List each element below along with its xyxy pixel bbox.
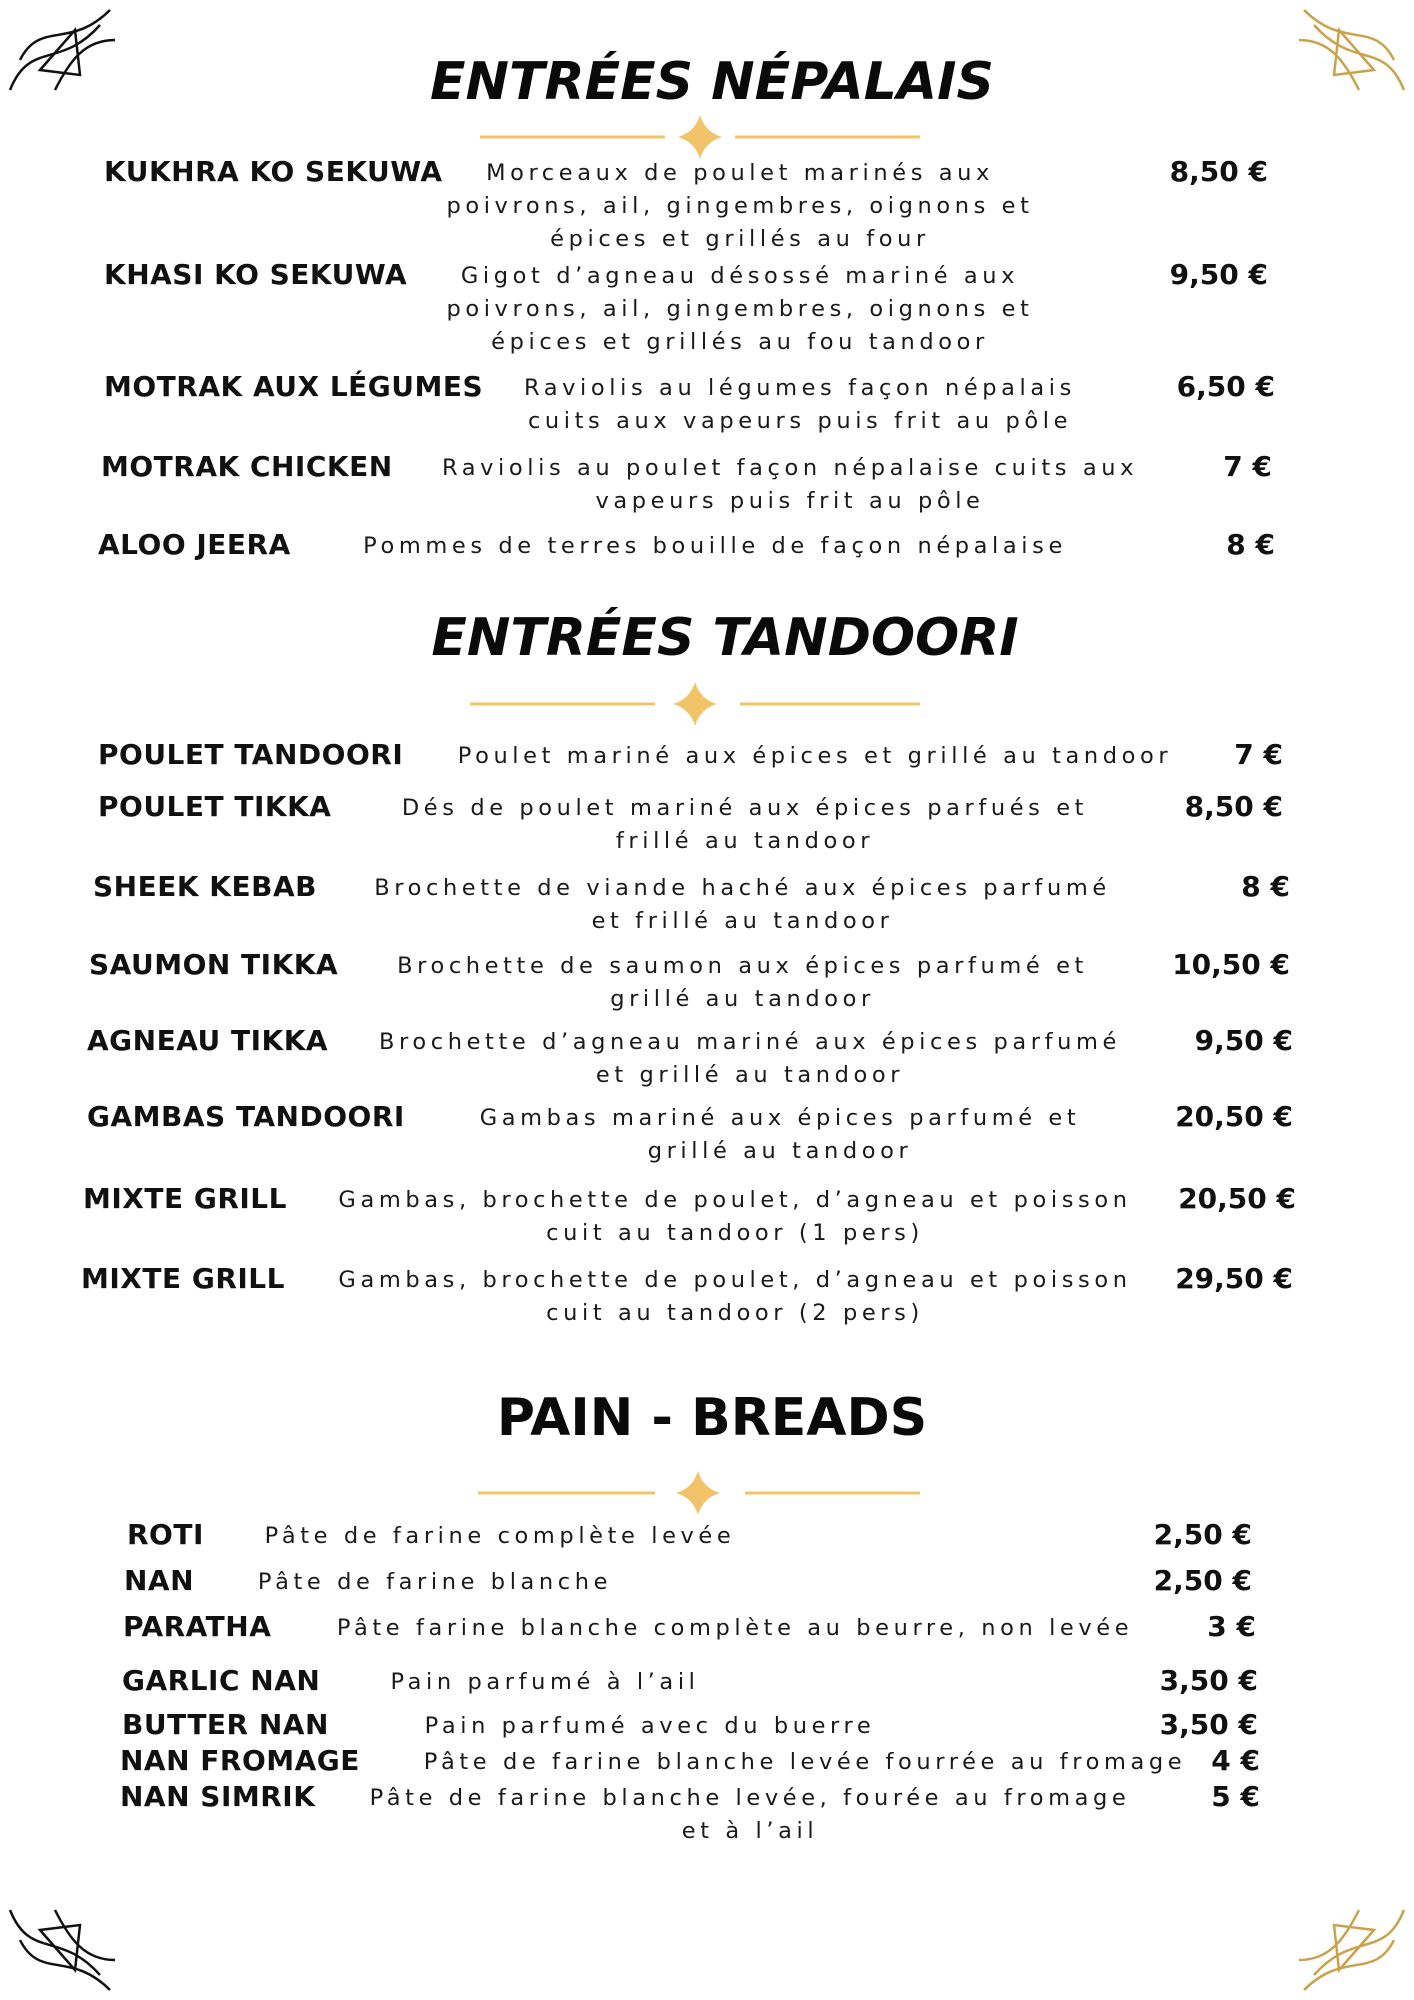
menu-item-description: Pommes de terres bouille de façon népalaise bbox=[363, 533, 1067, 559]
menu-item-mixte-grill bbox=[0, 1262, 1414, 1332]
corner-ornament-bottom-left-icon bbox=[10, 1910, 115, 1990]
menu-item-description: Pâte de farine blanche levée, fourée au fromage et à l’ail bbox=[369, 1785, 1131, 1844]
menu-item-poulet-tikka bbox=[0, 790, 1414, 860]
menu-item-description: Pain parfumé avec du buerre bbox=[424, 1713, 876, 1739]
menu-item-name: MIXTE GRILL bbox=[81, 1262, 285, 1295]
menu-item-description: Gambas, brochette de poulet, d’agneau et poisson cuit au tandoor (1 pers) bbox=[338, 1187, 1132, 1246]
menu-item-sheek-kebab bbox=[0, 870, 1414, 940]
menu-item-name: MOTRAK CHICKEN bbox=[101, 450, 393, 483]
menu-item-price: 4 € bbox=[1211, 1744, 1260, 1777]
menu-item-name: ALOO JEERA bbox=[98, 528, 291, 561]
menu-item-khasi-ko-sekuwa bbox=[0, 258, 1414, 355]
menu-item-description: Raviolis au poulet façon népalaise cuits aux vapeurs puis frit au pôle bbox=[442, 455, 1138, 514]
menu-item-description: Gambas, brochette de poulet, d’agneau et poisson cuit au tandoor (2 pers) bbox=[338, 1267, 1132, 1326]
menu-item-mixte-grill bbox=[0, 1182, 1414, 1252]
menu-item-price: 2,50 € bbox=[1153, 1518, 1252, 1551]
menu-item-price: 5 € bbox=[1211, 1780, 1260, 1813]
menu-item-price: 7 € bbox=[1234, 738, 1283, 771]
menu-item-agneau-tikka bbox=[0, 1024, 1414, 1094]
menu-item-name: KUKHRA KO SEKUWA bbox=[104, 155, 443, 188]
menu-item-name: GAMBAS TANDOORI bbox=[87, 1100, 405, 1133]
menu-item-gambas-tandoori bbox=[0, 1100, 1414, 1170]
menu-item-price: 6,50 € bbox=[1176, 370, 1275, 403]
menu-item-description: Pâte de farine complète levée bbox=[264, 1523, 736, 1549]
menu-item-name: NAN bbox=[124, 1564, 195, 1597]
section-title-entrees-nepalais: ENTRÉES NÉPALAIS bbox=[430, 52, 994, 112]
menu-item-name: BUTTER NAN bbox=[122, 1708, 329, 1741]
menu-item-description: Gigot d’agneau désossé mariné aux poivrons, ail, gingembres, oignons et épices et grillés au fou tandoor bbox=[446, 263, 1034, 355]
menu-item-description: Brochette de saumon aux épices parfumé et grillé au tandoor bbox=[397, 953, 1088, 1012]
menu-item-name: NAN SIMRIK bbox=[120, 1780, 316, 1813]
menu-item-price: 3,50 € bbox=[1159, 1708, 1258, 1741]
menu-item-name: AGNEAU TIKKA bbox=[87, 1024, 329, 1057]
menu-item-name: KHASI KO SEKUWA bbox=[104, 258, 408, 291]
menu-item-saumon-tikka bbox=[0, 948, 1414, 1018]
menu-item-price: 2,50 € bbox=[1153, 1564, 1252, 1597]
menu-item-description: Brochette de viande haché aux épices parfumé et frillé au tandoor bbox=[374, 875, 1111, 934]
gold-star-divider-icon bbox=[0, 679, 1414, 729]
menu-item-name: POULET TIKKA bbox=[98, 790, 332, 823]
menu-item-description: Raviolis au légumes façon népalais cuits aux vapeurs puis frit au pôle bbox=[524, 375, 1076, 434]
section-title-pain-breads: PAIN - BREADS bbox=[496, 1388, 928, 1448]
menu-item-motrak-aux-legumes bbox=[0, 370, 1414, 440]
menu-item-nan-simrik bbox=[0, 1780, 1414, 1850]
menu-item-name: POULET TANDOORI bbox=[98, 738, 404, 771]
menu-item-price: 9,50 € bbox=[1169, 258, 1268, 291]
menu-item-name: ROTI bbox=[127, 1518, 204, 1551]
menu-item-price: 8 € bbox=[1241, 870, 1290, 903]
menu-item-description: Brochette d’agneau mariné aux épices parfumé et grillé au tandoor bbox=[379, 1029, 1121, 1088]
menu-item-price: 7 € bbox=[1223, 450, 1272, 483]
menu-item-price: 3,50 € bbox=[1159, 1664, 1258, 1697]
menu-item-description: Poulet mariné aux épices et grillé au tandoor bbox=[457, 743, 1173, 769]
menu-item-price: 10,50 € bbox=[1172, 948, 1290, 981]
section-title-entrees-tandoori: ENTRÉES TANDOORI bbox=[431, 608, 1019, 668]
corner-ornament-bottom-right-icon bbox=[1299, 1910, 1404, 1990]
menu-item-name: SHEEK KEBAB bbox=[93, 870, 317, 903]
menu-item-name: MIXTE GRILL bbox=[83, 1182, 287, 1215]
menu-item-name: GARLIC NAN bbox=[122, 1664, 321, 1697]
menu-item-description: Pâte de farine blanche bbox=[257, 1569, 613, 1595]
menu-item-price: 20,50 € bbox=[1178, 1182, 1296, 1215]
menu-item-price: 20,50 € bbox=[1175, 1100, 1293, 1133]
menu-item-description: Dés de poulet mariné aux épices parfués et frillé au tandoor bbox=[401, 795, 1089, 854]
menu-item-price: 8,50 € bbox=[1184, 790, 1283, 823]
menu-item-price: 29,50 € bbox=[1175, 1262, 1293, 1295]
menu-item-name: SAUMON TIKKA bbox=[89, 948, 339, 981]
menu-item-description: Pain parfumé à l’ail bbox=[390, 1669, 700, 1695]
menu-item-description: Pâte farine blanche complète au beurre, non levée bbox=[336, 1615, 1134, 1641]
menu-item-kukhra-ko-sekuwa bbox=[0, 155, 1414, 252]
menu-item-name: PARATHA bbox=[123, 1610, 272, 1643]
menu-item-name: NAN FROMAGE bbox=[120, 1744, 360, 1777]
gold-star-divider-icon bbox=[0, 1468, 1414, 1518]
menu-item-description: Gambas mariné aux épices parfumé et grillé au tandoor bbox=[479, 1105, 1081, 1164]
menu-item-description: Pâte de farine blanche levée fourrée au fromage bbox=[423, 1749, 1187, 1775]
menu-item-description: Morceaux de poulet marinés aux poivrons, ail, gingembres, oignons et épices et grillés au four bbox=[446, 160, 1034, 252]
menu-item-price: 3 € bbox=[1207, 1610, 1256, 1643]
menu-item-price: 8,50 € bbox=[1169, 155, 1268, 188]
menu-item-price: 9,50 € bbox=[1194, 1024, 1293, 1057]
menu-item-name: MOTRAK AUX LÉGUMES bbox=[104, 370, 484, 403]
menu-item-motrak-chicken bbox=[0, 450, 1414, 520]
menu-item-aloo-jeera bbox=[0, 528, 1414, 598]
menu-item-price: 8 € bbox=[1226, 528, 1275, 561]
